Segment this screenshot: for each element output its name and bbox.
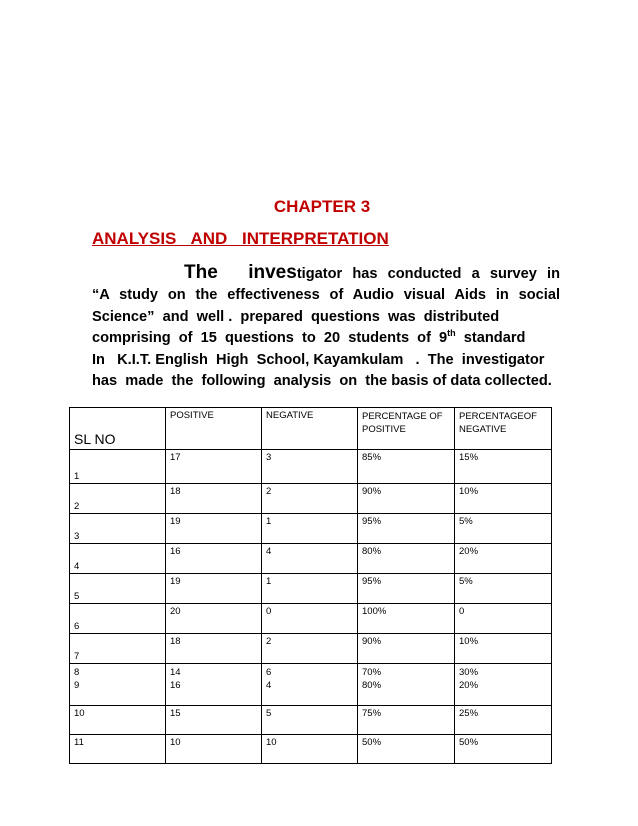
cell-positive-a: 14 [170,667,181,678]
paragraph-line-3: Science” and well . prepared questions was distributed [92,308,500,325]
cell-positive: 10 [166,735,262,764]
table-row [70,604,552,634]
cell-negative: 1 [262,514,358,544]
table-row [70,450,552,484]
cell-percentage-negative: 10% [455,634,552,664]
cell-negative: 2 [262,634,358,664]
cell-negative: 4 [262,544,358,574]
table-row [70,664,552,706]
cell-sl-no: 4 [70,544,166,574]
header-negative: NEGATIVE [262,408,358,450]
table-header-row [70,408,552,450]
cell-sl-no [70,664,166,706]
table-row [70,634,552,664]
cell-percentage-positive-a: 70% [362,667,382,678]
cell-percentage-negative-a: 30% [459,667,479,678]
cell-negative: 3 [262,450,358,484]
cell-positive: 20 [166,604,262,634]
cell-sl-no: 5 [70,574,166,604]
table-row [70,574,552,604]
paragraph-line-5: In K.I.T. English High School, Kayamkulam . The investigator [92,351,545,368]
cell-positive [166,664,262,706]
cell-percentage-positive: 80% [358,544,455,574]
table-row [70,735,552,764]
results-table [69,407,552,764]
cell-percentage-positive: 75% [358,706,455,735]
paragraph-line-6: has made the following analysis on the basis of data collected. [92,373,552,390]
table-row [70,484,552,514]
cell-negative: 1 [262,574,358,604]
cell-percentage-positive-b: 80% [362,680,382,691]
cell-percentage-positive: 90% [358,484,455,514]
header-percentage-negative [455,408,552,450]
intro-paragraph [92,262,560,392]
paragraph-word-the: The [184,262,218,283]
cell-percentage-negative: 5% [455,514,552,544]
header-percentage-positive [358,408,455,450]
cell-sl-no: 3 [70,514,166,544]
cell-sl-no: 11 [70,735,166,764]
cell-percentage-positive: 100% [358,604,455,634]
cell-percentage-negative: 5% [455,574,552,604]
cell-negative: 0 [262,604,358,634]
table-row [70,706,552,735]
cell-percentage-positive: 50% [358,735,455,764]
table-row [70,544,552,574]
cell-percentage-negative: 25% [455,706,552,735]
header-pct-positive-line2: POSITIVE [362,424,406,435]
header-sl-no: SL NO [70,408,166,450]
section-title: ANALYSIS AND INTERPRETATION [92,229,389,248]
cell-percentage-negative: 20% [455,544,552,574]
table-row [70,514,552,544]
superscript-th: th [447,328,456,339]
paragraph-line-4 [92,328,560,349]
cell-positive: 19 [166,514,262,544]
cell-percentage-positive: 95% [358,514,455,544]
cell-sl-no-a: 8 [74,667,80,678]
paragraph-word-inves: inves [248,262,297,283]
cell-sl-no: 1 [70,450,166,484]
cell-percentage-negative: 0 [455,604,552,634]
paragraph-line-4-a: comprising of 15 questions to 20 students of 9 [92,330,448,347]
header-pct-negative-line1: PERCENTAGEOF [459,411,537,422]
cell-negative: 5 [262,706,358,735]
paragraph-line-1-rest: tigator has conducted a survey in [296,266,560,282]
cell-sl-no: 2 [70,484,166,514]
cell-percentage-negative [455,664,552,706]
cell-negative [262,664,358,706]
paragraph-line-2: “A study on the effectiveness of Audio visual Aids in social [92,287,560,304]
cell-percentage-positive: 85% [358,450,455,484]
header-positive: POSITIVE [166,408,262,450]
cell-positive: 18 [166,634,262,664]
cell-positive: 16 [166,544,262,574]
paragraph-line-4-b: standard [455,330,526,347]
cell-percentage-positive: 90% [358,634,455,664]
cell-negative-b: 4 [266,680,272,691]
cell-positive: 15 [166,706,262,735]
header-pct-positive-line1: PERCENTAGE OF [362,411,443,422]
cell-sl-no-b: 9 [74,680,80,691]
paragraph-line-1 [92,262,560,285]
cell-percentage-negative: 10% [455,484,552,514]
cell-negative: 10 [262,735,358,764]
cell-sl-no: 10 [70,706,166,735]
cell-sl-no: 6 [70,604,166,634]
cell-negative: 2 [262,484,358,514]
cell-percentage-negative: 50% [455,735,552,764]
cell-positive-b: 16 [170,680,181,691]
cell-positive: 19 [166,574,262,604]
cell-positive: 17 [166,450,262,484]
cell-negative-a: 6 [266,667,272,678]
header-pct-negative-line2: NEGATIVE [459,424,507,435]
cell-percentage-positive [358,664,455,706]
cell-percentage-positive: 95% [358,574,455,604]
cell-percentage-negative-b: 20% [459,680,479,691]
cell-positive: 18 [166,484,262,514]
cell-sl-no: 7 [70,634,166,664]
cell-percentage-negative: 15% [455,450,552,484]
table-body [70,450,552,764]
chapter-title: CHAPTER 3 [273,197,371,216]
